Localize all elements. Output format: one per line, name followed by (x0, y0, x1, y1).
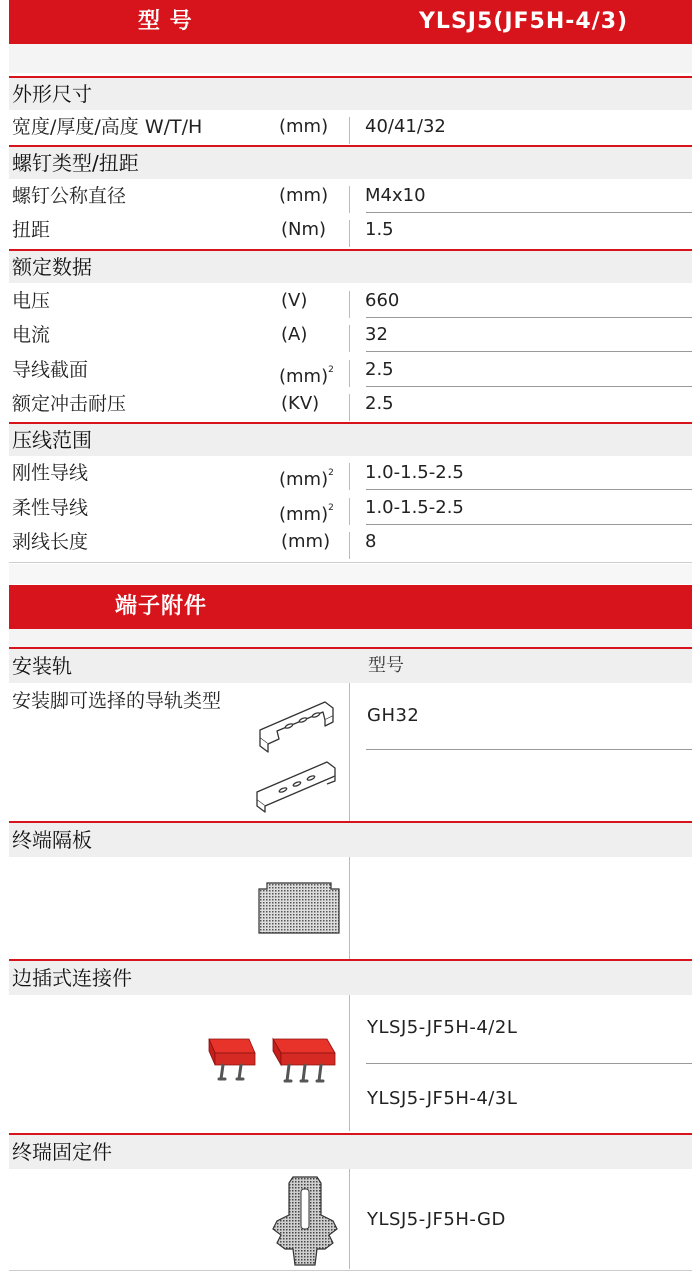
spec-row-flexible-wire (9, 491, 692, 525)
accessory-end-stop-header (9, 1133, 692, 1169)
spec-value: M4x10 (365, 185, 426, 206)
separator (9, 562, 692, 563)
spec-row-rigid-wire (9, 456, 692, 490)
end-stop-model: YLSJ5-JF5H-GD (367, 1209, 506, 1230)
spec-value: 660 (365, 290, 400, 311)
section-title: 螺钉类型/扭距 (12, 151, 139, 175)
spec-label: 剥线长度 (12, 531, 89, 553)
spec-unit: (KV) (281, 393, 320, 414)
rail-model-value: GH32 (367, 705, 420, 726)
spacer (9, 44, 692, 73)
spec-value: 1.0-1.5-2.5 (365, 497, 464, 518)
section-title: 外形尺寸 (12, 82, 92, 106)
section-screw (9, 145, 692, 179)
separator (9, 1270, 692, 1271)
section-title: 边插式连接件 (12, 966, 132, 990)
model-header-value: YLSJ5(JF5H-4/3) (419, 9, 629, 34)
model-header-label: 型 号 (138, 9, 193, 34)
unit-text: (mm) (279, 366, 329, 387)
divider (349, 291, 350, 318)
spec-row-impulse-voltage (9, 387, 692, 421)
spec-value: 2.5 (365, 359, 394, 380)
section-title: 安装轨 (12, 654, 72, 678)
spec-value: 32 (365, 324, 388, 345)
divider (349, 186, 350, 213)
spec-label: 额定冲击耐压 (12, 393, 127, 415)
spec-row-voltage (9, 284, 692, 318)
accessory-connector-body (9, 995, 692, 1131)
spec-label: 电流 (12, 324, 51, 346)
accessories-header-label: 端子附件 (115, 594, 208, 619)
model-header (9, 0, 692, 44)
spec-row-screw-diameter (9, 179, 692, 213)
accessory-end-plate-header (9, 821, 692, 857)
divider (349, 857, 350, 959)
unit-superscript: 2 (328, 503, 334, 513)
spec-label: 刚性导线 (12, 462, 89, 484)
spec-value: 1.0-1.5-2.5 (365, 462, 464, 483)
row-rule (366, 1063, 692, 1064)
section-outer-dimensions (9, 76, 692, 110)
spec-value: 2.5 (365, 393, 394, 414)
row-rule (366, 489, 692, 490)
accessory-connector-header (9, 959, 692, 995)
spec-label: 导线截面 (12, 359, 89, 381)
row-rule (366, 351, 692, 352)
unit-text: (mm) (279, 504, 329, 525)
divider (349, 360, 350, 387)
spec-value: 40/41/32 (365, 116, 446, 137)
section-title: 压线范围 (12, 428, 92, 452)
accessory-rail-header (9, 647, 692, 683)
spec-unit: (mm) (281, 531, 331, 552)
connector-model-2l: YLSJ5-JF5H-4/2L (367, 1017, 518, 1038)
spec-row-strip-length (9, 525, 692, 559)
spec-label: 宽度/厚度/高度 W/T/H (12, 116, 203, 138)
model-column-label: 型号 (368, 655, 404, 676)
divider (349, 220, 350, 247)
accessory-end-plate-body (9, 857, 692, 959)
divider (349, 325, 350, 352)
section-title: 终瑞固定件 (12, 1140, 112, 1164)
spec-unit: (Nm) (281, 219, 327, 240)
unit-text: (mm) (279, 469, 329, 490)
spec-unit: (mm) (279, 116, 329, 137)
connector-model-3l: YLSJ5-JF5H-4/3L (367, 1088, 518, 1109)
divider (349, 117, 350, 144)
spec-label: 柔性导线 (12, 497, 89, 519)
accessories-header (9, 585, 692, 629)
rail-description: 安装脚可选择的导轨类型 (12, 690, 222, 712)
spec-unit: (V) (281, 290, 308, 311)
end-stop-icon (271, 1175, 341, 1267)
section-rated-data (9, 249, 692, 283)
spec-row-current (9, 318, 692, 352)
spec-unit: (A) (281, 324, 308, 345)
divider (349, 995, 350, 1131)
spec-unit: (mm) (279, 185, 329, 206)
accessory-rail-body (9, 683, 692, 821)
spec-row-dimensions (9, 110, 692, 144)
spec-label: 电压 (12, 290, 51, 312)
divider (349, 394, 350, 421)
divider (349, 683, 350, 821)
end-plate-icon (257, 881, 341, 935)
section-title: 终端隔板 (12, 828, 92, 852)
spec-value: 1.5 (365, 219, 394, 240)
din-rail-icon (245, 688, 339, 813)
row-rule (366, 749, 692, 750)
unit-superscript: 2 (328, 468, 334, 478)
section-title: 额定数据 (12, 255, 92, 279)
spec-label: 扭距 (12, 219, 51, 241)
spec-row-torque (9, 213, 692, 247)
divider (349, 498, 350, 525)
spec-label: 螺钉公称直径 (12, 185, 127, 207)
divider (349, 463, 350, 490)
accessory-end-stop-body (9, 1169, 692, 1269)
spec-row-cross-section (9, 353, 692, 387)
section-crimp-range (9, 422, 692, 456)
unit-superscript: 2 (328, 365, 334, 375)
divider (349, 1169, 350, 1269)
spacer (9, 629, 692, 647)
jumper-connector-icon (197, 1033, 343, 1089)
spacer (9, 564, 692, 584)
spec-value: 8 (365, 531, 377, 552)
divider (349, 532, 350, 559)
